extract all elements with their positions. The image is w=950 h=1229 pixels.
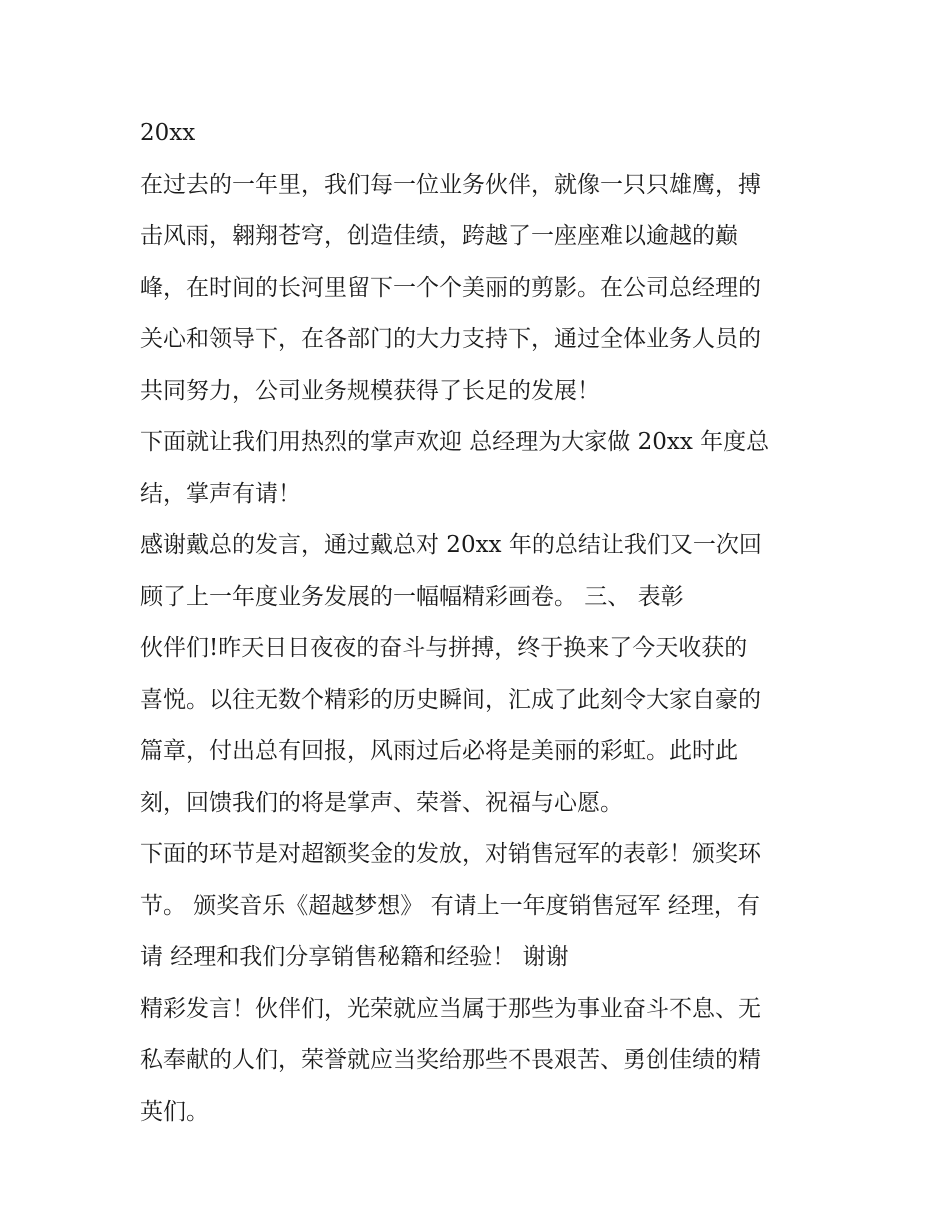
- text-line: 在过去的一年里，我们每一位业务伙伴，就像一只只雄鹰，搏: [140, 171, 761, 198]
- text-line: 顾了上一年度业务发展的一幅幅精彩画卷。 三、 表彰: [140, 583, 684, 610]
- text-line: 请 经理和我们分享销售秘籍和经验！ 谢谢: [140, 944, 569, 970]
- text-line: 结，掌声有请！: [140, 480, 301, 507]
- text-line: 20xx: [140, 120, 196, 146]
- text-line: 关心和领导下，在各部门的大力支持下，通过全体业务人员的: [140, 326, 761, 352]
- text-line: 感谢戴总的发言，通过戴总对 20xx 年的总结让我们又一次回: [140, 532, 762, 558]
- text-line: 篇章，付出总有回报，风雨过后必将是美丽的彩虹。此时此: [140, 738, 738, 764]
- text-line: 下面的环节是对超额奖金的发放，对销售冠军的表彰！颁奖环: [140, 841, 761, 867]
- text-line: 伙伴们!昨天日日夜夜的奋斗与拼搏，终于换来了今天收获的: [140, 635, 748, 661]
- text-line: 英们。: [140, 1098, 209, 1125]
- text-line: 击风雨，翱翔苍穹，创造佳绩，跨越了一座座难以逾越的巅: [140, 223, 738, 249]
- text-line: 下面就让我们用热烈的掌声欢迎 总经理为大家做 20xx 年度总: [140, 429, 770, 455]
- text-line: 私奉献的人们，荣誉就应当奖给那些不畏艰苦、勇创佳绩的精: [140, 1047, 761, 1073]
- text-line: 共同努力，公司业务规模获得了长足的发展！: [140, 377, 600, 404]
- text-line: 峰，在时间的长河里留下一个个美丽的剪影。在公司总经理的: [140, 274, 761, 301]
- text-line: 节。 颁奖音乐《超越梦想》 有请上一年度销售冠军 经理，有: [140, 892, 760, 919]
- document-body: [140, 108, 820, 1138]
- text-line: 精彩发言！伙伴们，光荣就应当属于那些为事业奋斗不息、无: [140, 995, 761, 1022]
- text-line: 刻，回馈我们的将是掌声、荣誉、祝福与心愿。: [140, 789, 623, 816]
- text-line: 喜悦。以往无数个精彩的历史瞬间，汇成了此刻令大家自豪的: [140, 686, 761, 713]
